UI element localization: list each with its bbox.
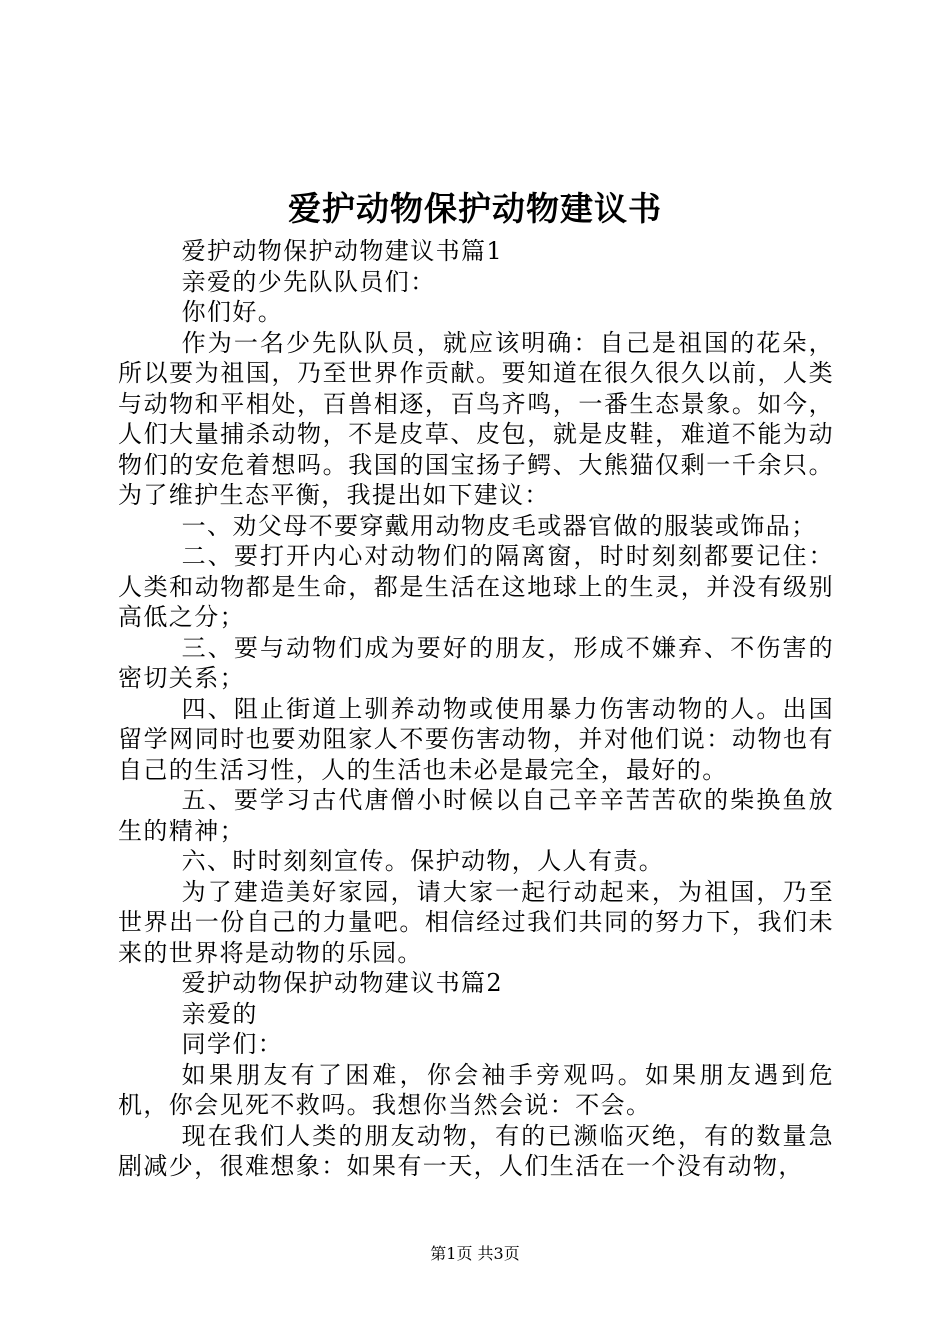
suggestion-item: 六、时时刻刻宣传。保护动物，人人有责。	[181, 847, 665, 875]
body-paragraph: 作为一名少先队队员，就应该明确：自己是祖国的花朵，所以要为祖国，乃至世界作贡献。要知道在很久很久以前，人类与动物和平相处，百兽相逐，百鸟齐鸣，一番生态景象。如今，人们大量捕杀动物，不是皮草、皮包，就是皮鞋，难道不能为动物们的安危着想吗。我国的国宝扬子鳄、大熊猫仅剩一千余只。为了维护生态平衡，我提出如下建议：	[118, 328, 834, 509]
body-paragraph: 现在我们人类的朋友动物，有的已濒临灭绝，有的数量急剧减少，很难想象：如果有一天，人们生活在一个没有动物，	[118, 1121, 834, 1180]
suggestion-item: 五、要学习古代唐僧小时候以自己辛辛苦苦砍的柴换鱼放生的精神；	[118, 786, 834, 845]
suggestion-item: 一、劝父母不要穿戴用动物皮毛或器官做的服装或饰品；	[181, 511, 817, 540]
suggestion-item: 三、要与动物们成为要好的朋友，形成不嫌弃、不伤害的密切关系；	[118, 633, 834, 692]
document-body	[118, 236, 834, 1182]
document-title: 爱护动物保护动物建议书	[288, 189, 662, 228]
body-paragraph: 为了建造美好家园，请大家一起行动起来，为祖国，乃至世界出一份自己的力量吧。相信经过我们共同的努力下，我们未来的世界将是动物的乐园。	[118, 877, 834, 967]
suggestion-item: 二、要打开内心对动物们的隔离窗，时时刻刻都要记住：人类和动物都是生命，都是生活在这地球上的生灵，并没有级别高低之分；	[118, 542, 834, 631]
greeting: 你们好。	[181, 298, 284, 326]
body-paragraph: 如果朋友有了困难，你会袖手旁观吗。如果朋友遇到危机，你会见死不救吗。我想你当然会说：不会。	[118, 1060, 834, 1119]
salutation: 亲爱的少先队队员们：	[181, 267, 436, 296]
page-footer: 第1页 共3页	[430, 1244, 520, 1263]
suggestion-item: 四、阻止街道上驯养动物或使用暴力伤害动物的人。出国留学网同时也要劝阻家人不要伤害动物，并对他们说：动物也有自己的生活习性，人的生活也未必是最完全，最好的。	[118, 694, 834, 784]
section-heading: 爱护动物保护动物建议书篇1	[181, 237, 504, 265]
salutation: 亲爱的	[181, 999, 258, 1028]
section-heading: 爱护动物保护动物建议书篇2	[181, 969, 504, 997]
salutation: 同学们：	[181, 1030, 284, 1058]
